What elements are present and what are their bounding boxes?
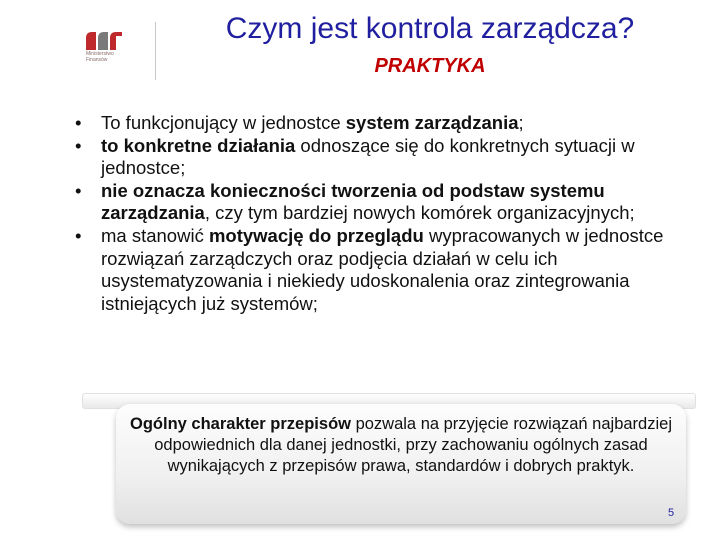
- bullet-bold-text: motywację do przeglądu: [208, 224, 424, 246]
- bullet-bold-text: nie oznacza konieczności tworzenia od podstaw systemu zarządzania: [101, 179, 605, 224]
- logo-text: [86, 51, 114, 63]
- ministry-logo-icon: [86, 30, 124, 50]
- summary-text: [116, 414, 686, 477]
- bullet-text: wypracowanych w jednostce rozwiązań zarządczych oraz podjęcia działań w celu ich usystematyzowania i niekiedy udoskonalenia oraz zintegrowania istniejących już systemów;: [101, 224, 664, 314]
- header-divider: [155, 22, 156, 80]
- bullet-item: [75, 135, 705, 180]
- logo-line-1: Ministerstwo: [86, 51, 114, 57]
- page-subtitle: PRAKTYKA: [374, 55, 486, 77]
- bullet-text: odnoszące się do konkretnych sytuacji w jednostce;: [101, 134, 635, 179]
- bullet-bold-text: system zarządzania: [345, 112, 519, 133]
- bullet-text: , czy tym bardziej nowych komórek organizacyjnych;: [204, 202, 635, 224]
- bullet-text: To funkcjonujący w jednostce: [101, 112, 346, 133]
- page-number: 5: [668, 507, 675, 519]
- bullet-item: [75, 225, 705, 315]
- summary-bold-lead: Ogólny charakter przepisów: [130, 415, 351, 433]
- bullet-item: [75, 112, 705, 135]
- logo: [0, 0, 160, 100]
- page-title: Czym jest kontrola zarządcza?: [225, 12, 635, 45]
- bullet-list: [75, 112, 705, 315]
- bullet-bold-text: to konkretne działania: [101, 134, 296, 156]
- bullet-item: [75, 180, 705, 225]
- summary-box: [116, 404, 686, 524]
- logo-line-2: Finansów: [86, 57, 108, 63]
- bullet-text: ma stanowić: [101, 224, 209, 246]
- summary-body: pozwala na przyjęcie rozwiązań najbardziej odpowiednich dla danej jednostki, przy zachowaniu ogólnych zasad wynikających z przepisów prawa, standardów i dobrych praktyk.: [154, 415, 672, 475]
- bullet-text: ;: [518, 112, 524, 133]
